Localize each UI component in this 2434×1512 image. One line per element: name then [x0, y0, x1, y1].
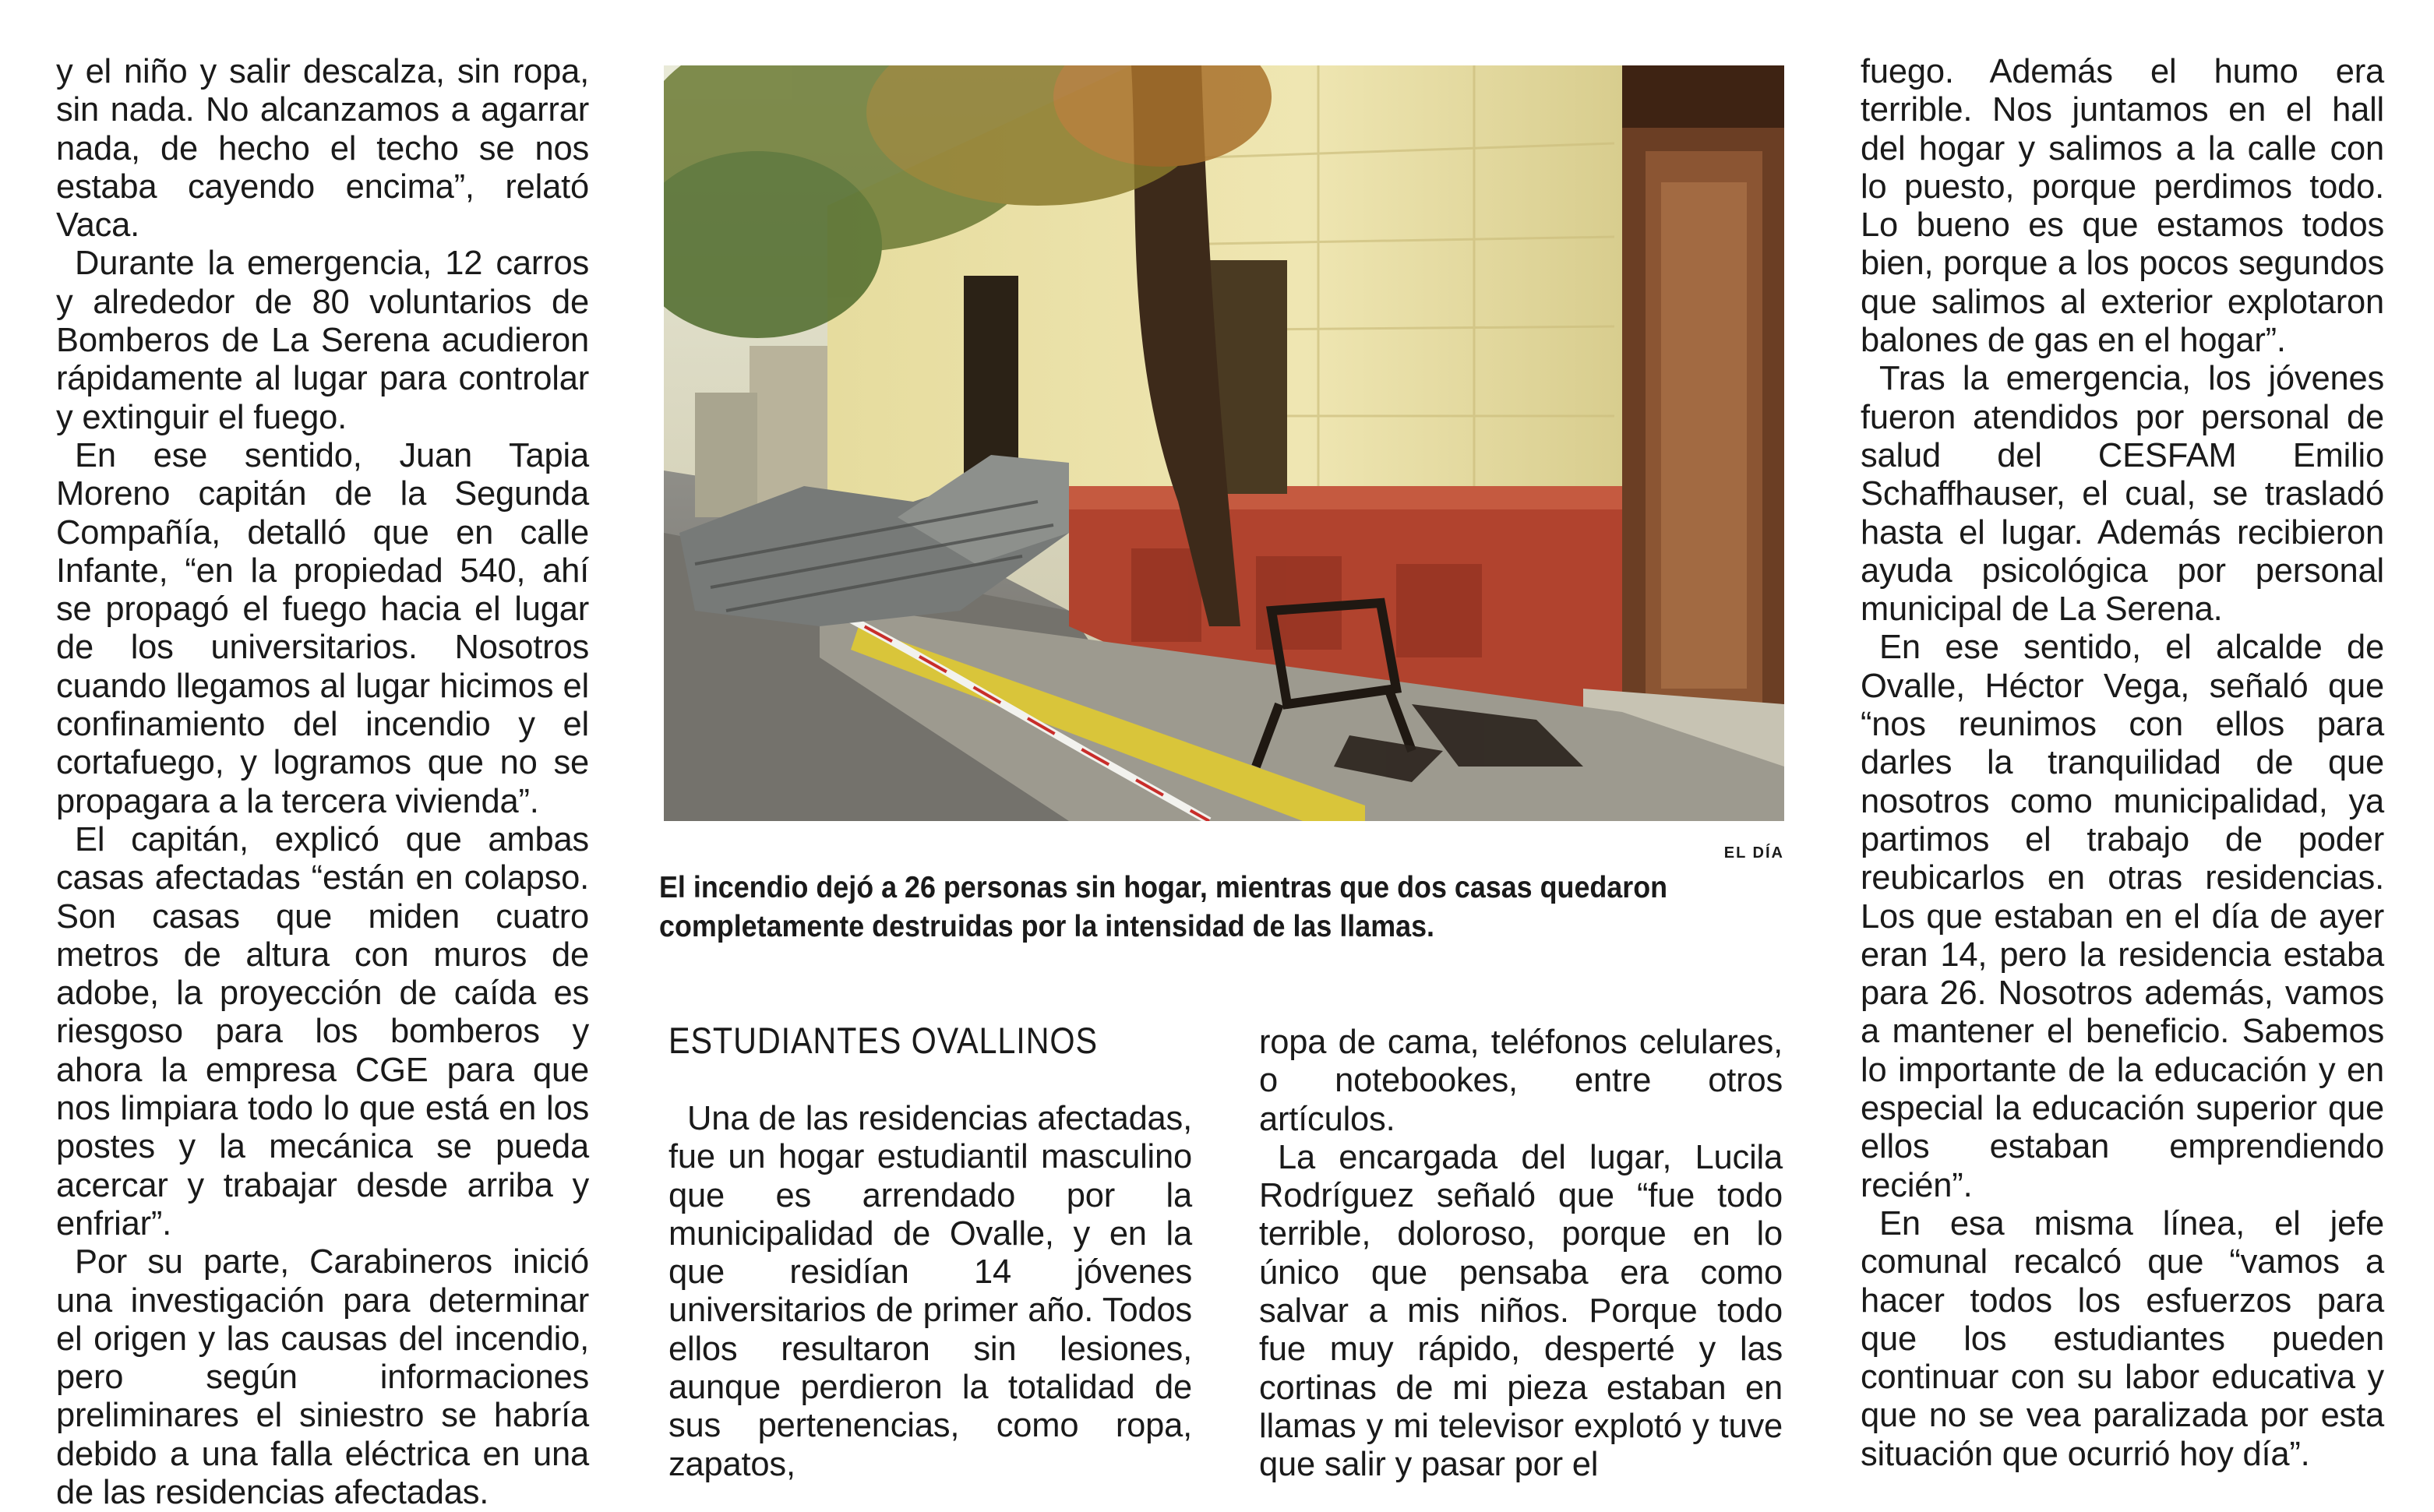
paragraph: En ese sentido, el alcalde de Ovalle, Héctor Vega, señaló que “nos reunimos con ellos para darles la tranquilidad de que nosotros como municipalidad, ya partimos el trabajo de poder reubicarlos en otras residencias. Los que estaban en el día de ayer eran 14, pero la residencia estaba para 26. Nosotros además, vamos a mantener el beneficio. Sabemos lo importante de la educación y en especial la educación superior que ellos estaban emprendiendo recién”. — [1861, 629, 2384, 1204]
article-column-4 — [1861, 53, 2384, 1474]
paragraph: ropa de cama, teléfonos celulares, o notebookes, entre otros artículos. — [1259, 1024, 1783, 1138]
paragraph: En ese sentido, Juan Tapia Moreno capitán de la Segunda Compañía, detalló que en calle Infante, “en la propiedad 540, ahí se propagó el fuego hacia el lugar de los universitarios. Nosotros cuando llegamos al lugar hicimos el confinamiento del incendio y el cortafuego, y logramos que no se propagara a la tercera vivienda”. — [56, 436, 589, 820]
paragraph: Por su parte, Carabineros inició una investigación para determinar el origen y las causas del incendio, pero según informaciones preliminares el siniestro se habría debido a una falla eléctrica en una de las residencias afectadas. — [56, 1243, 589, 1511]
paragraph: fuego. Además el humo era terrible. Nos juntamos en el hall del hogar y salimos a la calle con lo puesto, porque perdimos todo. Lo bueno es que estamos todos bien, porque a los pocos segundos que salimos al exterior explotaron balones de gas en el hogar”. — [1861, 53, 2384, 360]
article-column-1 — [56, 53, 589, 1512]
paragraph: y el niño y salir descalza, sin ropa, sin nada. No alcanzamos a agarrar nada, de hecho el techo se nos estaba cayendo encima”, relató Vaca. — [56, 53, 589, 245]
article-column-2 — [668, 1100, 1192, 1484]
paragraph: Tras la emergencia, los jóvenes fueron atendidos por personal de salud del CESFAM Emilio Schaffhauser, el cual, se trasladó hasta el lugar. Además recibieron ayuda psicológica por personal municipal de La Serena. — [1861, 360, 2384, 629]
paragraph: Durante la emergencia, 12 carros y alrededor de 80 voluntarios de Bomberos de La Serena acudieron rápidamente al lugar para controlar y extinguir el fuego. — [56, 245, 589, 436]
section-subhead: ESTUDIANTES OVALLINOS — [668, 1020, 1098, 1061]
paragraph: En esa misma línea, el jefe comunal recalcó que “vamos a hacer todos los esfuerzos para que los estudiantes pueden continuar con su labor educativa y que no se vea paralizada por esta situación que ocurrió hoy día”. — [1861, 1204, 2384, 1473]
photo-credit: EL DÍA — [1723, 844, 1784, 862]
paragraph: El capitán, explicó que ambas casas afectadas “están en colapso. Son casas que miden cuatro metros de altura con muros de adobe, la proyección de caída es riesgoso para los bomberos y ahora la empresa CGE para que nos limpiara todo lo que está en los postes y la mecánica se pueda acercar y trabajar desde arriba y enfriar”. — [56, 820, 589, 1242]
paragraph: Una de las residencias afectadas, fue un hogar estudiantil masculino que es arrendado por la municipalidad de Ovalle, y en la que residían 14 jóvenes universitarios de primer año. Todos ellos resultaron sin lesiones, aunque perdieron la totalidad de sus pertenencias, como ropa, zapatos, — [668, 1100, 1192, 1483]
fire-damage-photo — [664, 65, 1784, 821]
photo-caption: El incendio dejó a 26 personas sin hogar, mientras que dos casas quedaron completamente destruidas por la intensidad de las llamas. — [659, 871, 1668, 943]
paragraph: La encargada del lugar, Lucila Rodríguez señaló que “fue todo terrible, doloroso, porque en lo único que pensaba era como salvar a mis niños. Porque todo fue muy rápido, desperté y las cortinas de mi pieza estaban en llamas y mi televisor explotó y tuve que salir y pasar por el — [1259, 1138, 1783, 1484]
photo-illustration — [664, 65, 1784, 821]
article-column-3 — [1259, 1024, 1783, 1485]
